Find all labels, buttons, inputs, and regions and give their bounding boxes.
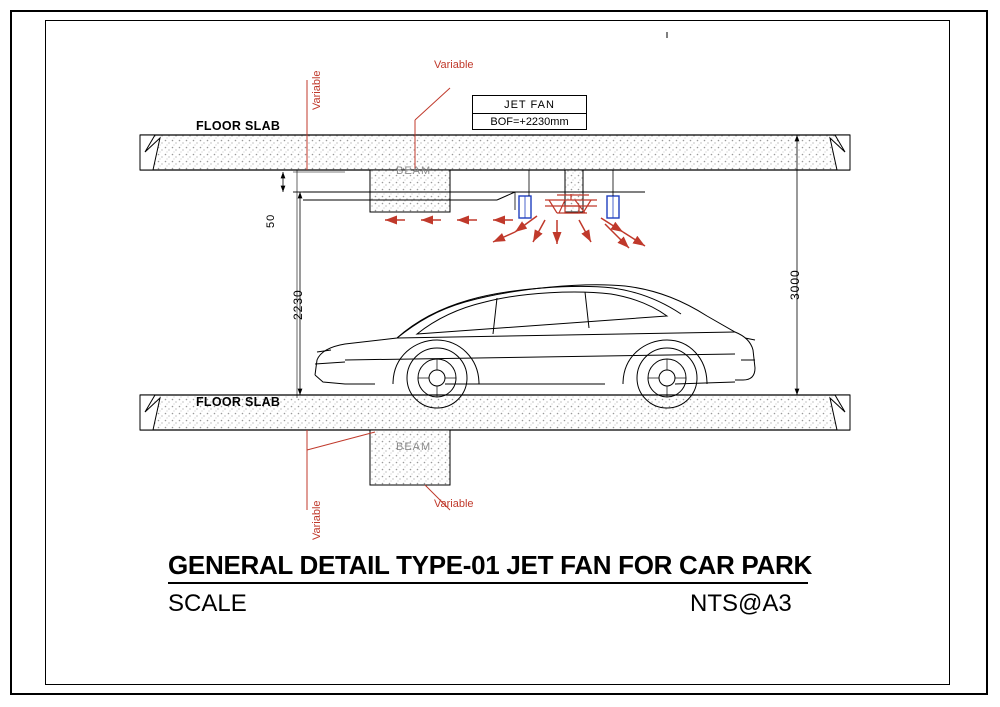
title-underline bbox=[168, 582, 808, 584]
jet-fan-callout-level: BOF=+2230mm bbox=[490, 116, 569, 128]
jet-fan-callout-title: JET FAN bbox=[504, 99, 555, 111]
car-outline bbox=[315, 285, 755, 384]
floor-slab-label-top: FLOOR SLAB bbox=[196, 119, 281, 133]
scale-label: SCALE bbox=[168, 590, 247, 617]
dimension-50: 50 bbox=[265, 213, 277, 228]
scale-value: NTS@A3 bbox=[690, 590, 792, 617]
variable-label-top-right: Variable bbox=[434, 59, 474, 71]
jet-fan-callout-divider bbox=[473, 113, 586, 114]
floor-slab-label-bottom: FLOOR SLAB bbox=[196, 395, 281, 409]
jet-fan-callout-box bbox=[472, 95, 587, 130]
beam-label-top: BEAM bbox=[396, 165, 432, 177]
variable-label-top-left: Variable bbox=[311, 70, 323, 110]
variable-label-bottom-left: Variable bbox=[311, 500, 323, 540]
drawing-title: GENERAL DETAIL TYPE-01 JET FAN FOR CAR PARK bbox=[168, 550, 812, 580]
variable-label-bottom-right: Variable bbox=[434, 498, 474, 510]
dimension-2230: 2230 bbox=[291, 289, 305, 320]
beam-label-bottom: BEAM bbox=[396, 441, 432, 453]
dimension-3000: 3000 bbox=[788, 269, 802, 300]
